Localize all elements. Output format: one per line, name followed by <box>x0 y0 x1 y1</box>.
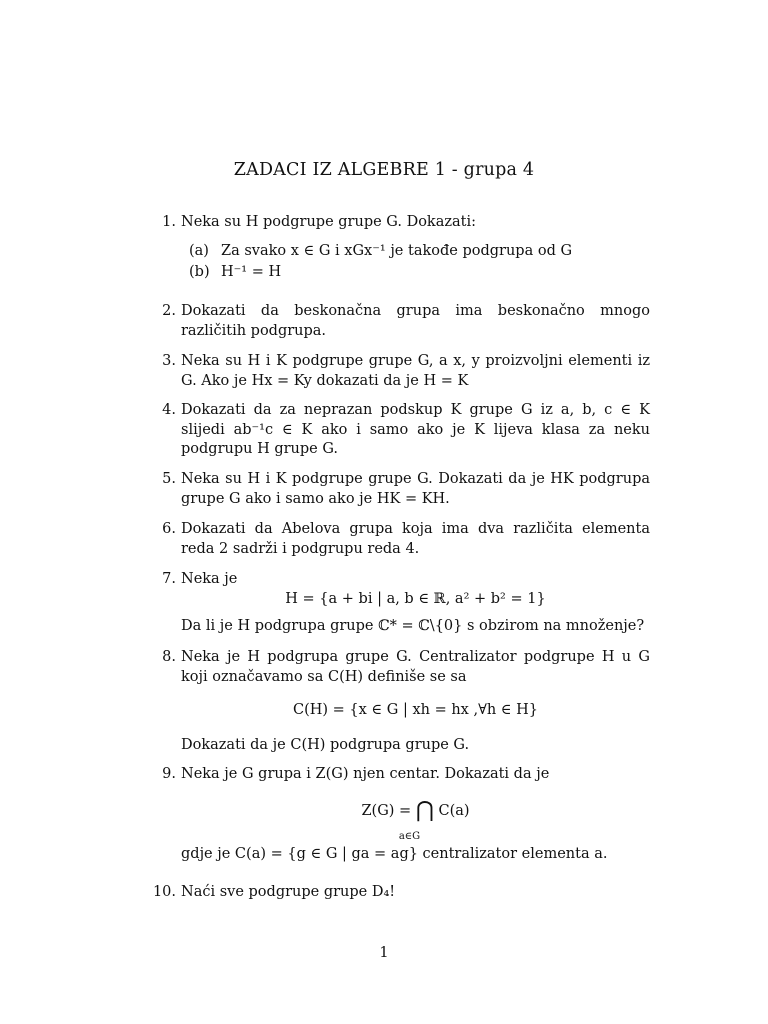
problem-6 <box>150 520 650 559</box>
intersection-operator: ⋂ <box>415 797 434 823</box>
operator-subscript: a∈G <box>398 830 421 842</box>
problem-8 <box>150 648 650 755</box>
problem-3 <box>150 352 650 391</box>
problem-2 <box>150 302 650 341</box>
problem-number: 10. <box>152 884 176 900</box>
problem-text: Naći sve podgrupe grupe D₄! <box>181 884 396 900</box>
problem-number: 6. <box>162 521 176 537</box>
problem-10 <box>150 883 650 903</box>
equation <box>181 799 650 841</box>
problem-number: 7. <box>162 571 176 587</box>
problem-number: 4. <box>162 402 176 418</box>
subproblem-text: Za svako x ∈ G i xGx⁻¹ je takođe podgrupa od G <box>221 242 573 259</box>
problem-number: 1. <box>162 214 176 230</box>
problem-number: 8. <box>162 649 176 665</box>
problem-number: 3. <box>162 353 176 369</box>
problem-text: Neka je <box>181 571 238 587</box>
subproblem-text: H⁻¹ = H <box>221 264 282 280</box>
problem-5 <box>150 470 650 509</box>
problem-text: Da li je H podgrupa grupe ℂ* = ℂ\{0} s obzirom na množenje? <box>181 618 645 634</box>
problem-text: Neka su H i K podgrupe grupe G, a x, y proizvoljni elementi iz G. Ako je Hx = Ky dokazati da je H = K <box>181 353 650 389</box>
problem-text: Neka je H podgrupa grupe G. Centralizator podgrupe H u G koji označavamo sa C(H) definiše se sa <box>181 649 650 685</box>
problem-text: Dokazati da Abelova grupa koja ima dva različita elementa reda 2 sadrži i podgrupu reda 4. <box>181 521 650 557</box>
subproblem-b <box>189 263 650 283</box>
problem-7 <box>150 570 650 637</box>
equation: C(H) = {x ∈ G | xh = hx ,∀h ∈ H} <box>293 702 538 718</box>
problem-4 <box>150 401 650 460</box>
page-number: 1 <box>379 945 389 961</box>
problem-number: 9. <box>162 766 176 782</box>
equation-left: Z(G) = <box>361 802 412 819</box>
subproblem-label: (b) <box>189 264 210 280</box>
equation-right: C(a) <box>438 802 470 819</box>
equation: H = {a + bi | a, b ∈ ℝ, a² + b² = 1} <box>285 590 546 607</box>
problem-text: Neka su H podgrupe grupe G. Dokazati: <box>181 214 476 230</box>
problem-text: gdje je C(a) = {g ∈ G | ga = ag} centralizator elementa a. <box>181 845 608 862</box>
problem-text: Neka je G grupa i Z(G) njen centar. Dokazati da je <box>181 766 550 782</box>
problem-text: Neka su H i K podgrupe grupe G. Dokazati da je HK podgrupa grupe G ako i samo ako je HK = KH. <box>181 471 650 507</box>
subproblem-a <box>189 242 650 262</box>
problem-number: 5. <box>162 471 176 487</box>
subproblem-label: (a) <box>189 242 209 259</box>
page-title: ZADACI IZ ALGEBRE 1 - grupa 4 <box>233 160 535 180</box>
problem-9 <box>150 765 650 864</box>
problem-text: Dokazati da beskonačna grupa ima beskonačno mnogo različitih podgrupa. <box>181 303 650 339</box>
problem-text: Dokazati da je C(H) podgrupa grupe G. <box>181 736 470 753</box>
problem-number: 2. <box>162 303 176 319</box>
problem-1 <box>150 213 650 283</box>
problem-text: Dokazati da za neprazan podskup K grupe G iz a, b, c ∈ K slijedi ab⁻¹c ∈ K ako i samo ako je K lijeva klasa za neku podgrupu H grupe G. <box>181 402 650 457</box>
